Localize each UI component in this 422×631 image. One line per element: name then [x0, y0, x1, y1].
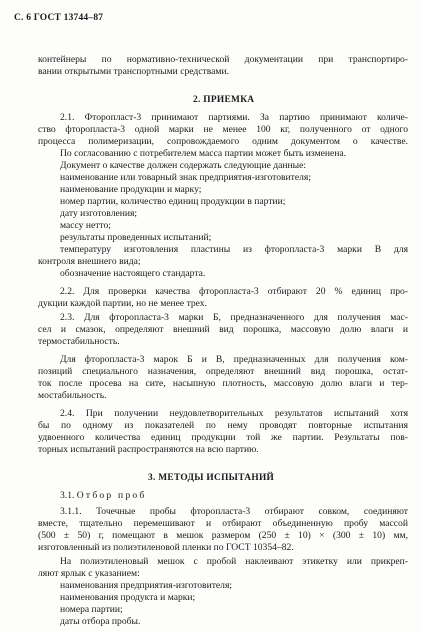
subsection-number: 3.1. [60, 490, 75, 501]
doc-item: номер партии, количество единиц продукции в партии; [60, 196, 286, 207]
subsection-title: Отбор проб [76, 490, 147, 501]
page-header: С. 6 ГОСТ 13744–87 [14, 13, 104, 23]
p24-line-3: удвоенного количества единиц продукции той же партии. Результаты пов- [38, 432, 408, 443]
doc-item-continuation: контроля внешнего вида; [38, 256, 141, 267]
label-item: наименования продукта и марки; [60, 592, 196, 603]
intro-line-2: вании открытыми транспортными средствами. [38, 66, 229, 77]
p21-line-2: ство фторопласта-3 одной марки не менее 100 кг, полученного от одного [38, 124, 408, 135]
p24-line-4: торных испытаний распространяются на всю партию. [38, 444, 259, 455]
p23-line-6: ток после просева на сите, насыпную плотность, массовую долю влаги и тер- [38, 378, 408, 389]
p21-line-4: По согласованию с потребителем масса партии может быть изменена. [60, 148, 347, 159]
p311-line-4: изготовленный из полиэтиленовой пленки по ГОСТ 10354–82. [38, 542, 294, 553]
p22-line-1: 2.2. Для проверки качества фторопласта-3 отбирают 20 % единиц про- [60, 286, 408, 297]
p23-line-5: позиций специального назначения, определяют внешний вид порошка, остат- [38, 366, 408, 377]
label-item: наименования предприятия-изготовителя; [60, 580, 233, 591]
p23-line-1: 2.3. Для фторопласта-3 марки Б, предназначенного для получения мас- [60, 312, 408, 323]
doc-item: наименование или товарный знак предприятия-изготовителя; [60, 172, 311, 183]
p24-line-2: бы по одному из показателей по нему проводят повторные испытания [38, 420, 408, 431]
p311-line-2: вместе, тщательно перемешивают и отбирают объединенную пробу массой [38, 518, 408, 529]
doc-item: дату изготовления; [60, 208, 138, 219]
p21-line-5: Документ о качестве должен содержать следующие данные: [60, 160, 307, 171]
p311-line-6: ляют ярлык с указанием: [38, 568, 140, 579]
p24-line-1: 2.4. При получении неудовлетворительных результатов испытаний хотя [60, 408, 408, 419]
p21-line-1: 2.1. Фторопласт-3 принимают партиями. За партию принимают количе- [60, 112, 408, 123]
label-item: номера партии; [60, 604, 123, 615]
p23-line-7: мостабильность. [38, 390, 107, 401]
p22-line-2: дукции каждой партии, но не менее трех. [38, 298, 208, 309]
doc-item: наименование продукции и марку; [60, 184, 202, 195]
section-2-heading: 2. ПРИЕМКА [193, 95, 255, 105]
p23-line-2: сел и смазок, определяют внешний вид порошка, массовую долю влаги и [38, 324, 408, 335]
section-3-heading: 3. МЕТОДЫ ИСПЫТАНИЙ [148, 473, 275, 483]
p311-line-5: На полиэтиленовый мешок с пробой наклеивают этикетку или прикреп- [60, 556, 408, 567]
doc-item: результаты проведенных испытаний; [60, 232, 212, 243]
label-item: даты отбора пробы. [60, 616, 141, 627]
p21-line-3: процесса полимеризации, сопровождаемого одним документом о качестве. [38, 136, 408, 147]
p23-line-3: термостабильность. [38, 336, 120, 347]
doc-item: массу нетто; [60, 220, 111, 231]
doc-item: обозначение настоящего стандарта. [60, 268, 206, 279]
p311-line-1: 3.1.1. Точечные пробы фторопласта-3 отбирают совком, соединяют [60, 506, 408, 517]
subsection-3-1-heading [60, 490, 146, 502]
doc-item: температуру изготовления пластины из фторопласта-3 марки В для [60, 244, 408, 255]
intro-line-1: контейнеры по нормативно-технической документации при транспортиро- [38, 54, 408, 65]
p311-line-3: (500 ± 50) г, помещают в мешок размером (250 ± 10) × (300 ± 10) мм, [38, 530, 408, 541]
p23-line-4: Для фторопласта-3 марок Б и В, предназначенных для получения ком- [60, 354, 408, 365]
